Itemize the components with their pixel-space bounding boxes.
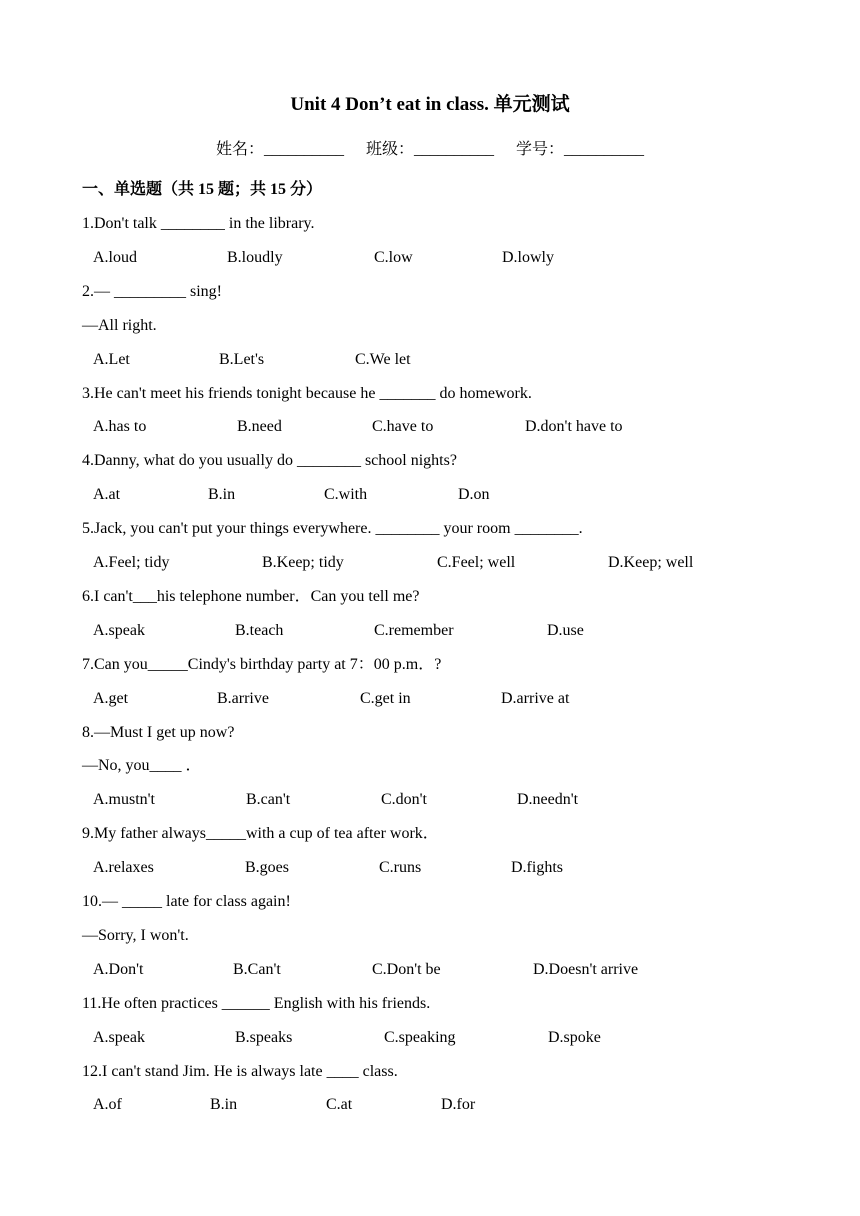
answer-option: C.have to [372, 418, 434, 436]
question-stem: 12.I can't stand Jim. He is always late ____ class. [82, 1062, 398, 1080]
question-stem: 3.He can't meet his friends tonight because he _______ do homework. [82, 384, 532, 402]
question-stem: 5.Jack, you can't put your things everywhere. ________ your room ________. [82, 520, 583, 538]
answer-option: D.spoke [548, 1028, 601, 1046]
answer-option: C.We let [355, 350, 411, 368]
answer-option: A.speak [93, 1028, 145, 1046]
answer-option: A.has to [93, 418, 147, 436]
answer-option: A.loud [93, 248, 137, 266]
answer-option: D.needn't [517, 791, 579, 809]
answer-option: A.relaxes [93, 859, 154, 877]
answer-option: B.teach [235, 621, 284, 639]
answer-option: C.low [374, 248, 413, 266]
answer-option: D.Doesn't arrive [533, 960, 639, 978]
class-field: 班级：__________ [365, 141, 494, 158]
answer-option: A.speak [93, 621, 145, 639]
answer-option: C.speaking [384, 1028, 456, 1046]
answer-option: B.goes [245, 859, 289, 877]
answer-option: C.Feel; well [437, 554, 516, 571]
question-stem: 7.Can you_____Cindy's birthday party at 7：00 p.m．? [82, 655, 442, 673]
answer-option: D.arrive at [501, 689, 570, 707]
answer-option: B.Can't [233, 960, 281, 978]
answer-option: A.Let [93, 350, 130, 368]
student-number-field: 学号：__________ [516, 141, 645, 158]
question-stem: 6.I can't___his telephone number．Can you tell me? [82, 587, 420, 605]
question-stem: 2.— _________ sing! [82, 282, 222, 300]
answer-option: A.of [93, 1096, 122, 1114]
answer-option: C.don't [381, 791, 427, 809]
answer-option: D.don't have to [525, 418, 623, 436]
answer-option: D.fights [511, 859, 563, 877]
answer-option: B.Keep; tidy [262, 554, 344, 571]
answer-option: B.can't [246, 791, 291, 809]
answer-option: B.speaks [235, 1028, 293, 1046]
question-dialog-line: —All right. [82, 316, 157, 334]
question-dialog-line: —Sorry, I won't. [82, 926, 189, 944]
answer-option: B.loudly [227, 248, 283, 266]
answer-option: C.remember [374, 621, 454, 639]
answer-option: A.get [93, 689, 129, 707]
answer-option: C.with [324, 486, 368, 504]
answer-option: A.mustn't [93, 791, 155, 809]
question-dialog-line: —No, you____ ． [82, 757, 202, 775]
answer-option: D.Keep; well [608, 554, 694, 571]
name-field: 姓名：__________ [215, 141, 344, 158]
answer-option: B.Let's [219, 350, 265, 368]
question-stem: 9.My father always_____with a cup of tea after work． [82, 825, 439, 843]
answer-option: B.need [237, 418, 282, 436]
answer-option: D.on [458, 486, 490, 504]
answer-option: A.Don't [93, 960, 144, 978]
answer-option: D.use [547, 621, 584, 639]
answer-option: B.arrive [217, 689, 269, 707]
answer-option: C.runs [379, 859, 422, 877]
question-stem: 10.— _____ late for class again! [82, 893, 291, 910]
answer-option: A.at [93, 486, 121, 504]
answer-option: D.lowly [502, 248, 554, 266]
question-stem: 8.—Must I get up now? [82, 723, 235, 741]
answer-option: C.at [326, 1096, 353, 1114]
question-stem: 1.Don't talk ________ in the library. [82, 215, 315, 232]
answer-option: A.Feel; tidy [93, 554, 170, 571]
answer-option: C.get in [360, 689, 411, 707]
answer-option: B.in [208, 486, 236, 504]
answer-option: B.in [210, 1096, 238, 1114]
answer-option: D.for [441, 1096, 476, 1114]
question-stem: 4.Danny, what do you usually do ________ school nights? [82, 452, 457, 470]
section-heading: 一、单选题（共 15 题；共 15 分） [82, 181, 323, 198]
document-title: Unit 4 Don’t eat in class. 单元测试 [290, 94, 570, 115]
question-stem: 11.He often practices ______ English with his friends. [82, 994, 431, 1012]
answer-option: C.Don't be [372, 960, 441, 978]
